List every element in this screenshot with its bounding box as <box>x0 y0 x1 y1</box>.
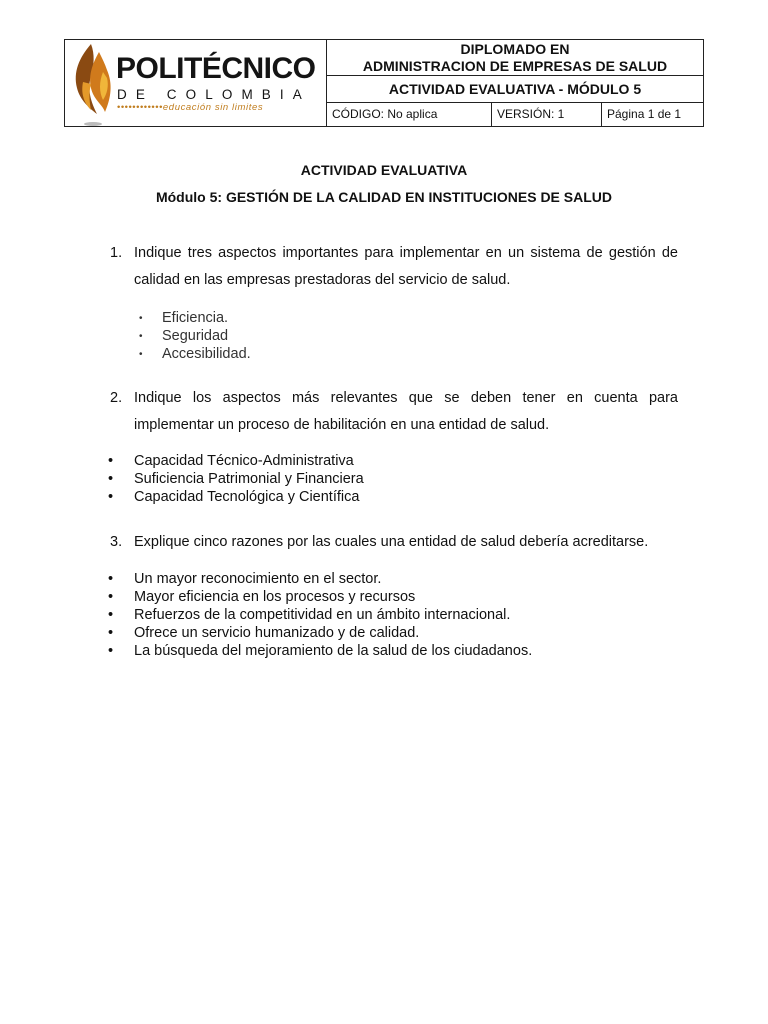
list-item: • Suficiencia Patrimonial y Financiera <box>108 471 364 487</box>
bullet: • <box>108 489 114 505</box>
question-text: Indique tres aspectos importantes para implementar en un sistema de gestión de calidad en las empresas prestadoras del servicio de salud. <box>134 245 678 288</box>
list-item: • Seguridad <box>139 328 229 344</box>
module-subtitle: Módulo 5: GESTIÓN DE LA CALIDAD EN INSTITUCIONES DE SALUD <box>155 189 613 205</box>
bullet: • <box>108 571 114 587</box>
document-meta-row <box>327 102 703 126</box>
bullet: • <box>139 331 143 342</box>
header-info-cell <box>327 40 703 126</box>
bullet: • <box>139 349 143 360</box>
program-title-line1: DIPLOMADO EN <box>460 41 570 57</box>
question-number: 2. <box>110 390 123 406</box>
logo-tagline: educación sin limites <box>162 102 264 113</box>
question-2 <box>110 385 678 439</box>
logo-wordmark: POLITÉCNICO <box>116 52 316 85</box>
list-item: • Capacidad Técnico-Administrativa <box>108 453 354 469</box>
bullet: • <box>108 589 114 605</box>
question-1 <box>110 240 678 294</box>
question-number: 3. <box>110 534 123 550</box>
document-header-table <box>64 39 704 127</box>
program-title <box>327 40 703 76</box>
activity-title: ACTIVIDAD EVALUATIVA <box>300 162 468 178</box>
answer-list-3 <box>108 570 532 660</box>
bullet: • <box>108 471 114 487</box>
document-code: CÓDIGO: No aplica <box>327 102 492 126</box>
question-text: Explique cinco razones por las cuales una entidad de salud debería acreditarse. <box>134 534 649 550</box>
list-item: • La búsqueda del mejoramiento de la salud de los ciudadanos. <box>108 643 533 659</box>
document-version: VERSIÓN: 1 <box>492 102 602 126</box>
logo-subtitle: DE COLOMBIA <box>117 87 311 102</box>
list-item: • Mayor eficiencia en los procesos y recursos <box>108 589 416 605</box>
list-item: • Accesibilidad. <box>139 346 251 362</box>
answer-list-1 <box>137 309 251 363</box>
question-text: Indique los aspectos más relevantes que se deben tener en cuenta para implementar un proceso de habilitación en una entidad de salud. <box>134 390 678 433</box>
list-item: • Un mayor reconocimiento en el sector. <box>108 571 382 587</box>
flame-logo-icon <box>69 42 115 128</box>
bullet: • <box>108 625 114 641</box>
list-item: • Ofrece un servicio humanizado y de calidad. <box>108 625 420 641</box>
logo-tagline-row <box>117 102 263 113</box>
question-3 <box>110 529 678 556</box>
answer-list-2 <box>108 452 364 506</box>
module-title: ACTIVIDAD EVALUATIVA - MÓDULO 5 <box>327 76 703 103</box>
list-item: • Refuerzos de la competitividad en un ámbito internacional. <box>108 607 511 623</box>
program-title-line2: ADMINISTRACION DE EMPRESAS DE SALUD <box>362 58 668 74</box>
bullet: • <box>108 643 114 659</box>
list-item: • Eficiencia. <box>139 310 229 326</box>
logo-dots: •••••••••••• <box>117 102 163 113</box>
institution-logo <box>65 40 327 126</box>
bullet: • <box>108 453 114 469</box>
bullet: • <box>108 607 114 623</box>
bullet: • <box>139 313 143 324</box>
question-number: 1. <box>110 245 123 261</box>
page-indicator: Página 1 de 1 <box>607 107 682 121</box>
list-item: • Capacidad Tecnológica y Científica <box>108 489 360 505</box>
